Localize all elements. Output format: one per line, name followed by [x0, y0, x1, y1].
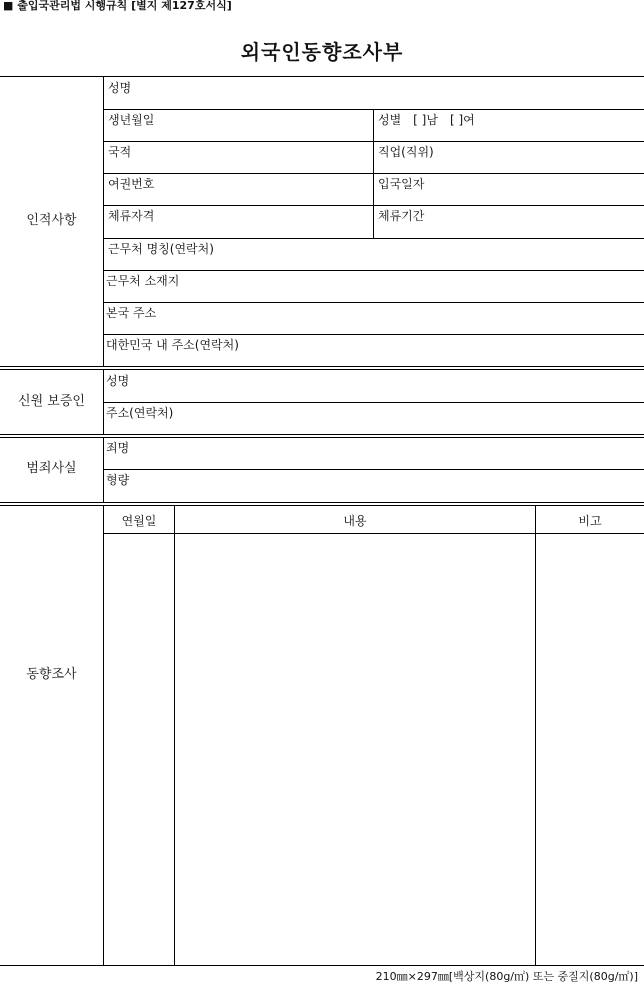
section-divider [0, 434, 644, 438]
divider [373, 109, 374, 238]
divider [103, 438, 104, 502]
divider [103, 469, 644, 470]
field-workplace-address[interactable]: 근무처 소재지 [106, 274, 180, 288]
section-divider [0, 366, 644, 370]
field-entry-date[interactable]: 입국일자 [378, 177, 425, 191]
field-guarantor-name[interactable]: 성명 [106, 374, 130, 388]
paper-spec-footer: 210㎜×297㎜[백상지(80g/㎡) 또는 중질지(80g/㎡)] [375, 970, 638, 983]
field-birth[interactable]: 생년월일 [108, 113, 155, 127]
field-charge[interactable]: 죄명 [106, 441, 130, 455]
section-label-crime: 범죄사실 [26, 461, 77, 476]
section-label-guarantor: 신원 보증인 [18, 394, 85, 409]
survey-note-area[interactable] [536, 534, 644, 964]
divider [103, 76, 104, 366]
divider [103, 334, 644, 335]
section-label-survey: 동향조사 [26, 667, 77, 682]
field-korea-address[interactable]: 대한민국 내 주소(연락처) [106, 338, 239, 352]
divider [103, 270, 644, 271]
field-home-address[interactable]: 본국 주소 [106, 306, 157, 320]
divider [103, 402, 644, 403]
field-occupation[interactable]: 직업(직위) [378, 145, 434, 159]
field-sex[interactable]: 성별 [ ]남 [ ]여 [378, 113, 475, 127]
field-name[interactable]: 성명 [108, 81, 132, 95]
field-workplace-name[interactable]: 근무처 명칭(연락처) [108, 242, 214, 256]
column-header-content: 내용 [343, 514, 367, 528]
field-nationality[interactable]: 국적 [108, 145, 132, 159]
column-header-note: 비고 [578, 514, 602, 528]
section-label-personal: 인적사항 [26, 213, 77, 228]
section-divider [0, 502, 644, 506]
divider [103, 238, 644, 239]
field-guarantor-address[interactable]: 주소(연락처) [106, 406, 174, 420]
survey-content-area[interactable] [175, 534, 535, 964]
field-sentence[interactable]: 형량 [106, 473, 130, 487]
survey-date-area[interactable] [104, 534, 174, 964]
form-header: ■ 출입국관리법 시행규칙 [별지 제127호서식] [3, 0, 232, 12]
divider [0, 76, 644, 77]
column-header-date: 연월일 [121, 514, 157, 528]
form-title: 외국인동향조사부 [240, 40, 404, 64]
field-status[interactable]: 체류자격 [108, 209, 155, 223]
divider [0, 965, 644, 966]
divider [103, 302, 644, 303]
field-passport[interactable]: 여권번호 [108, 177, 155, 191]
field-stay-period[interactable]: 체류기간 [378, 209, 425, 223]
